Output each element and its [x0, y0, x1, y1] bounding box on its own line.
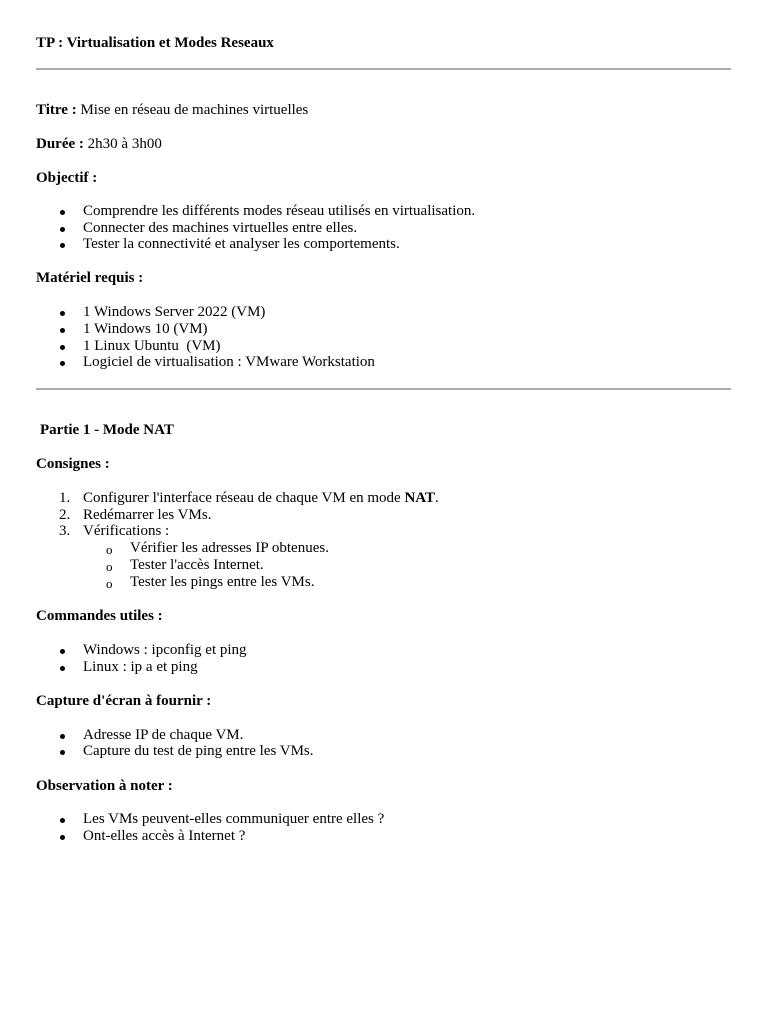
- duree-label: Durée :: [36, 136, 84, 152]
- list-item: Ont-elles accès à Internet ?: [83, 828, 246, 844]
- horizontal-rule: [36, 68, 731, 70]
- partie1-heading: Partie 1 - Mode NAT: [40, 422, 174, 438]
- titre-label: Titre :: [36, 102, 77, 118]
- list-item: Logiciel de virtualisation : VMware Workstation: [83, 354, 375, 370]
- sub-bullet-icon: o: [106, 542, 113, 557]
- bullet-icon: [59, 203, 67, 220]
- horizontal-rule: [36, 388, 731, 390]
- bullet-icon: [59, 743, 67, 760]
- bullet-icon: [59, 338, 67, 355]
- step-item: Vérifications :: [83, 523, 170, 539]
- step-number: 3.: [59, 523, 71, 539]
- sub-list-item: Tester l'accès Internet.: [130, 557, 264, 573]
- list-item: Connecter des machines virtuelles entre elles.: [83, 220, 358, 236]
- step-bold-text: NAT: [404, 490, 436, 506]
- bullet-icon: [59, 220, 67, 237]
- list-item: 1 Windows 10 (VM): [83, 321, 208, 337]
- capture-heading: Capture d'écran à fournir :: [36, 693, 212, 709]
- list-item: Capture du test de ping entre les VMs.: [83, 743, 314, 759]
- list-item: Les VMs peuvent-elles communiquer entre elles ?: [83, 811, 385, 827]
- bullet-icon: [59, 236, 67, 253]
- document-title: TP : Virtualisation et Modes Reseaux: [36, 35, 274, 51]
- list-item: 1 Windows Server 2022 (VM): [83, 304, 266, 320]
- materiel-heading: Matériel requis :: [36, 270, 144, 286]
- list-item: Comprendre les différents modes réseau utilisés en virtualisation.: [83, 203, 476, 219]
- observation-heading: Observation à noter :: [36, 778, 173, 794]
- list-item: Windows : ipconfig et ping: [83, 642, 247, 658]
- bullet-icon: [59, 727, 67, 744]
- step-item: [83, 490, 439, 507]
- step-number: 1.: [59, 490, 71, 506]
- bullet-icon: [59, 304, 67, 321]
- commandes-heading: Commandes utiles :: [36, 608, 163, 624]
- bullet-icon: [59, 659, 67, 676]
- step-item: Redémarrer les VMs.: [83, 507, 212, 523]
- sub-bullet-icon: o: [106, 576, 113, 591]
- step-text-end: .: [435, 490, 439, 506]
- bullet-icon: [59, 811, 67, 828]
- bullet-icon: [59, 828, 67, 845]
- bullet-icon: [59, 321, 67, 338]
- list-item: Linux : ip a et ping: [83, 659, 198, 675]
- sub-list-item: Tester les pings entre les VMs.: [130, 574, 315, 590]
- list-item: Tester la connectivité et analyser les comportements.: [83, 236, 400, 252]
- titre-value: Mise en réseau de machines virtuelles: [80, 102, 309, 118]
- duree-value: 2h30 à 3h00: [87, 136, 162, 152]
- titre-line: [36, 102, 308, 119]
- list-item: Adresse IP de chaque VM.: [83, 727, 244, 743]
- bullet-icon: [59, 642, 67, 659]
- objectif-heading: Objectif :: [36, 170, 98, 186]
- sub-list-item: Vérifier les adresses IP obtenues.: [130, 540, 329, 556]
- step-number: 2.: [59, 507, 71, 523]
- step-text: Configurer l'interface réseau de chaque VM en mode: [83, 490, 405, 506]
- duree-line: [36, 136, 162, 153]
- list-item: 1 Linux Ubuntu (VM): [83, 338, 221, 354]
- sub-bullet-icon: o: [106, 559, 113, 574]
- bullet-icon: [59, 354, 67, 371]
- consignes-heading: Consignes :: [36, 456, 110, 472]
